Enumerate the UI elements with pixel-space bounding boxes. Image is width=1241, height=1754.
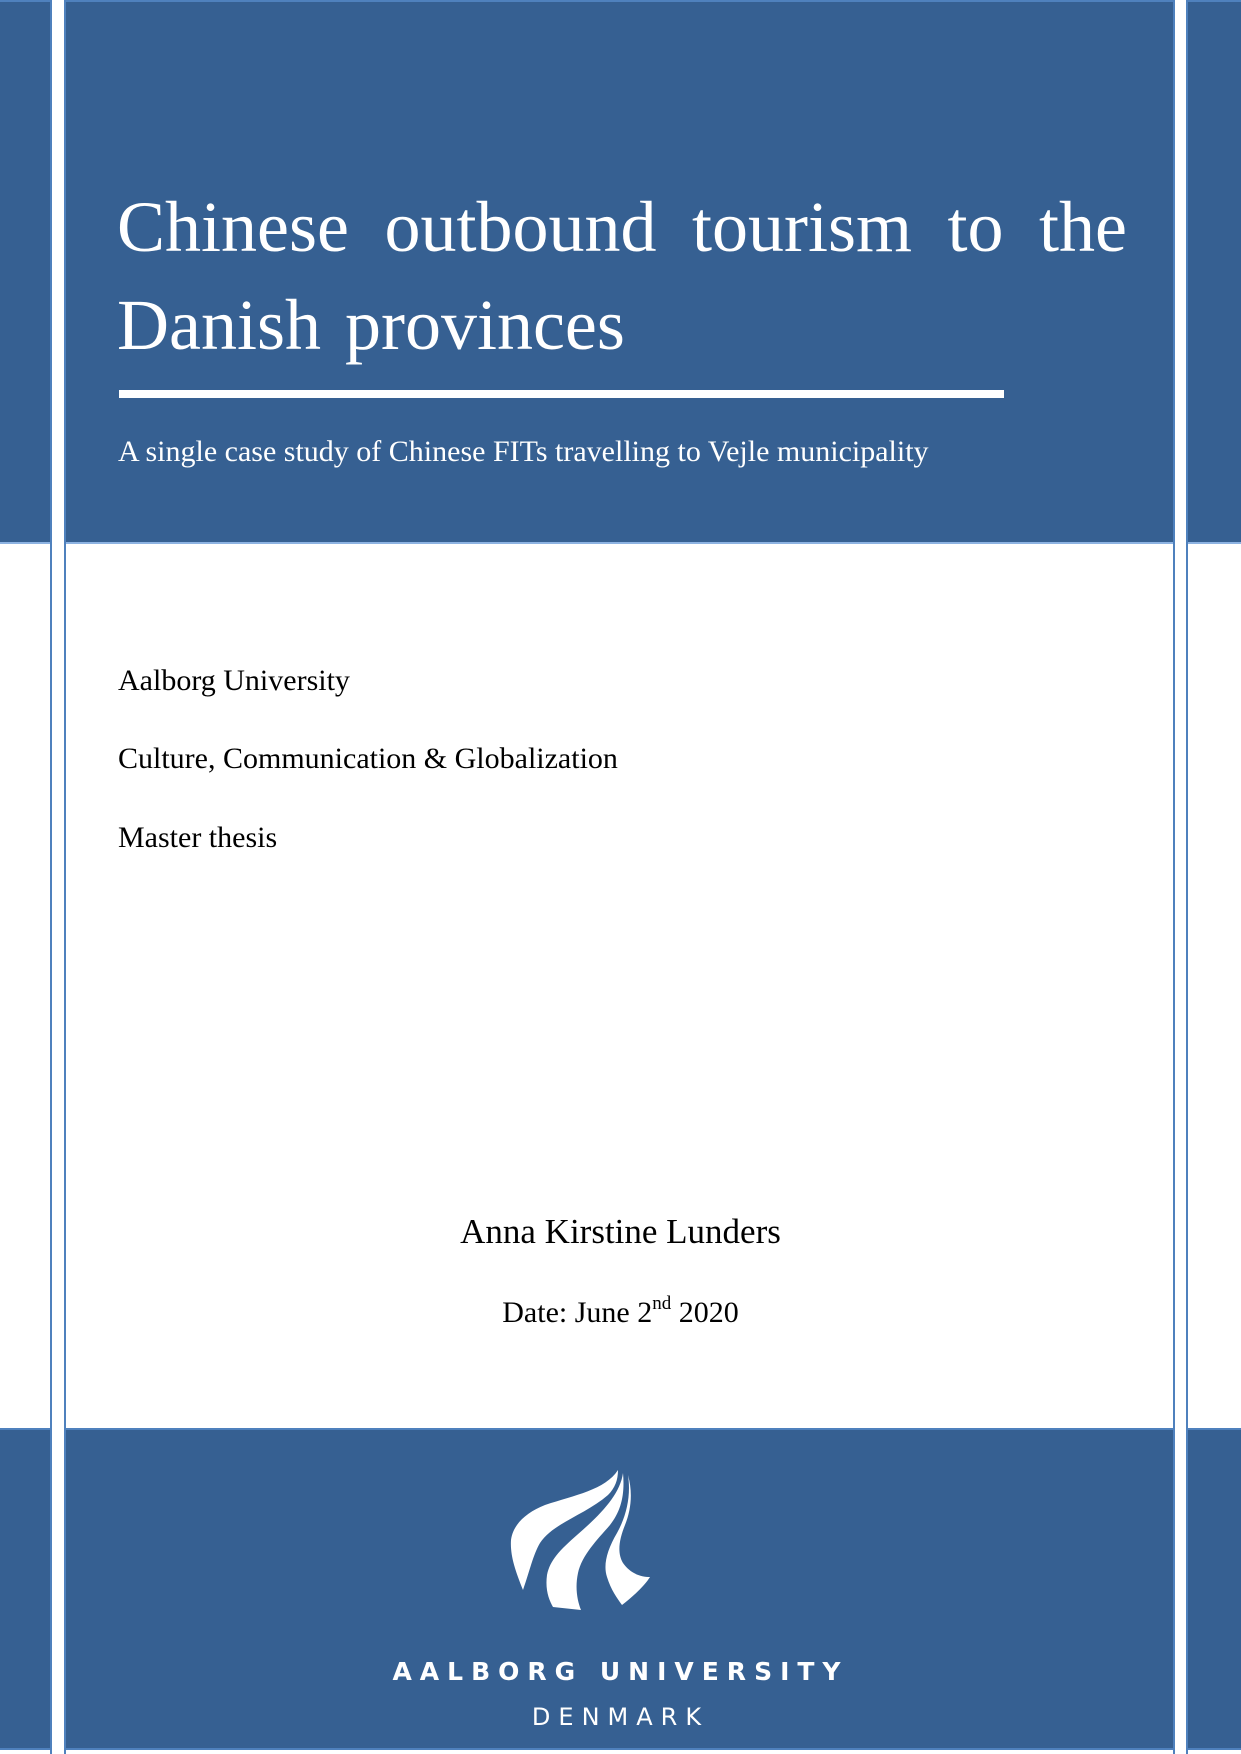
university-name: Aalborg University (118, 664, 350, 697)
thesis-title: Chinese outbound tourism to the Danish provinces (117, 187, 1127, 365)
thesis-type: Master thesis (118, 821, 278, 854)
date-year: 2020 (671, 1296, 739, 1329)
title-divider (119, 390, 1004, 398)
frame-line-right-outer (1186, 0, 1188, 1754)
thesis-subtitle: A single case study of Chinese FITs travelling to Vejle municipality (118, 435, 929, 468)
programme-name: Culture, Communication & Globalization (118, 742, 618, 775)
frame-line-right-inner (1173, 0, 1175, 1754)
date-prefix: Date: June 2 (502, 1296, 653, 1329)
left-decorative-strip-top (0, 0, 50, 544)
university-wordmark: AALBORG UNIVERSITY (392, 1657, 849, 1686)
right-decorative-strip-top (1188, 0, 1241, 544)
date-ordinal-suffix: nd (652, 1293, 672, 1314)
frame-line-left-outer (50, 0, 52, 1754)
aalborg-university-logo-icon (505, 1455, 655, 1615)
university-wordmark-country: DENMARK (531, 1703, 710, 1731)
author-name: Anna Kirstine Lunders (460, 1212, 781, 1251)
submission-date (0, 1295, 1241, 1335)
